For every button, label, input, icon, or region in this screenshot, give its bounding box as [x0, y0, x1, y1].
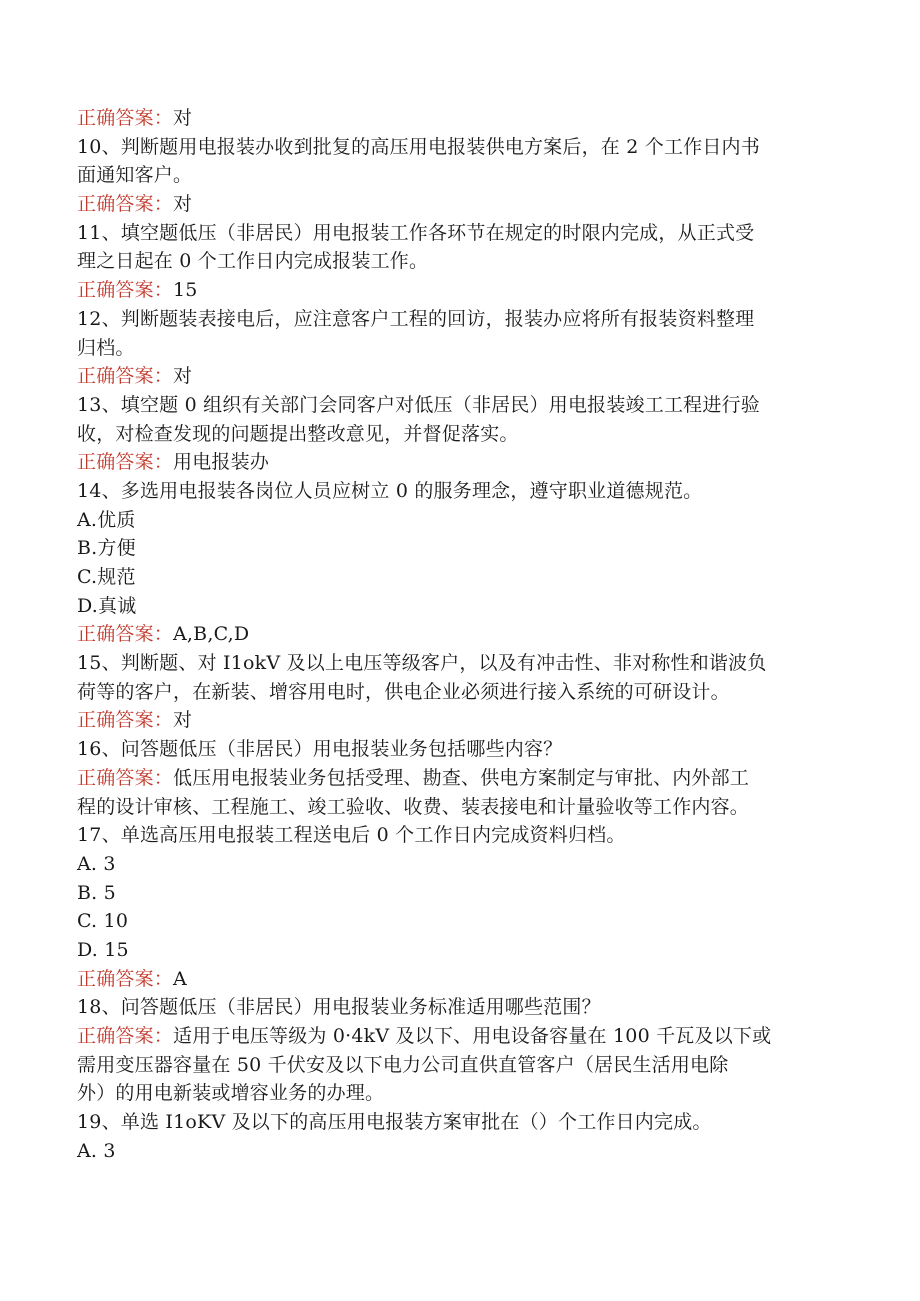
text-line: B. 5 — [77, 881, 116, 904]
text-line: 外）的用电新装或增容业务的办理。 — [77, 1082, 385, 1105]
text-line: 需用变压器容量在 50 千伏安及以下电力公司直供直管客户（居民生活用电除 — [77, 1053, 729, 1076]
answer-line — [77, 1022, 857, 1051]
answer-value: 对 — [173, 193, 193, 216]
answer-value: A — [173, 967, 187, 990]
answer-value: 适用于电压等级为 0·4kV 及以下、用电设备容量在 100 千瓦及以下或 — [173, 1025, 772, 1047]
answer-label: 正确答案： — [77, 107, 174, 129]
answer-line — [77, 276, 857, 305]
answer-value: 对 — [173, 709, 193, 732]
text-line: 程的设计审核、工程施工、竣工验收、收费、装表接电和计量验收等工作内容。 — [77, 795, 750, 818]
text-line: 理之日起在 0 个工作日内完成报装工作。 — [77, 250, 429, 273]
answer-line — [77, 362, 857, 391]
answer-line — [77, 764, 857, 793]
text-line: C. 10 — [77, 910, 129, 933]
answer-label: 正确答案： — [77, 709, 174, 732]
answer-label: 正确答案： — [77, 279, 174, 302]
answer-label: 正确答案： — [77, 365, 174, 388]
answer-value: 对 — [173, 107, 193, 129]
text-line: 14、多选用电报装各岗位人员应树立 0 的服务理念，遵守职业道德规范。 — [77, 479, 703, 502]
answer-line — [77, 448, 857, 477]
answer-label: 正确答案： — [77, 766, 174, 789]
text-line: A. 3 — [77, 852, 116, 875]
text-line: 15、判断题、对 I1okV 及以上电压等级客户，以及有冲击性、非对称性和谐波负 — [77, 652, 767, 675]
answer-value: 对 — [173, 365, 193, 388]
answer-label: 正确答案： — [77, 623, 174, 646]
answer-line — [77, 104, 857, 133]
text-line: 12、判断题装表接电后，应注意客户工程的回访，报装办应将所有报装资料整理 — [77, 307, 755, 330]
text-line: 面通知客户。 — [77, 164, 193, 187]
answer-value: 用电报装办 — [173, 451, 270, 474]
text-line: C.规范 — [77, 566, 136, 588]
answer-line — [77, 706, 857, 735]
text-line: 19、单选 I1oKV 及以下的高压用电报装方案审批在（）个工作日内完成。 — [77, 1111, 712, 1134]
text-line: A. 3 — [77, 1139, 116, 1162]
answer-label: 正确答案： — [77, 1025, 174, 1047]
text-line: 归档。 — [77, 336, 135, 359]
text-line: 10、判断题用电报装办收到批复的高压用电报装供电方案后，在 2 个工作日内书 — [77, 135, 760, 158]
text-line: D.真诚 — [77, 594, 137, 617]
answer-label: 正确答案： — [77, 451, 174, 474]
text-line: 11、填空题低压（非居民）用电报装工作各环节在规定的时限内完成，从正式受 — [77, 221, 755, 244]
answer-line — [77, 190, 857, 219]
answer-value: 低压用电报装业务包括受理、勘查、供电方案制定与审批、内外部工 — [173, 766, 750, 789]
text-line: 16、问答题低压（非居民）用电报装业务包括哪些内容？ — [77, 738, 563, 761]
document-body — [77, 104, 857, 1165]
answer-label: 正确答案： — [77, 193, 174, 216]
text-line: 13、填空题 0 组织有关部门会同客户对低压（非居民）用电报装竣工工程进行验 — [77, 393, 760, 416]
text-line: D. 15 — [77, 938, 129, 961]
text-line: 17、单选高压用电报装工程送电后 0 个工作日内完成资料归档。 — [77, 824, 626, 847]
text-line: 收，对检查发现的问题提出整改意见，并督促落实。 — [77, 422, 519, 445]
answer-value: 15 — [173, 279, 198, 302]
text-line: A.优质 — [77, 508, 136, 531]
text-line: 荷等的客户，在新装、增容用电时，供电企业必须进行接入系统的可研设计。 — [77, 680, 730, 703]
answer-label: 正确答案： — [77, 967, 174, 990]
text-line: B.方便 — [77, 537, 136, 560]
answer-value: A,B,C,D — [173, 623, 250, 646]
answer-line — [77, 965, 857, 994]
text-line: 18、问答题低压（非居民）用电报装业务标准适用哪些范围？ — [77, 996, 601, 1019]
answer-line — [77, 620, 857, 649]
